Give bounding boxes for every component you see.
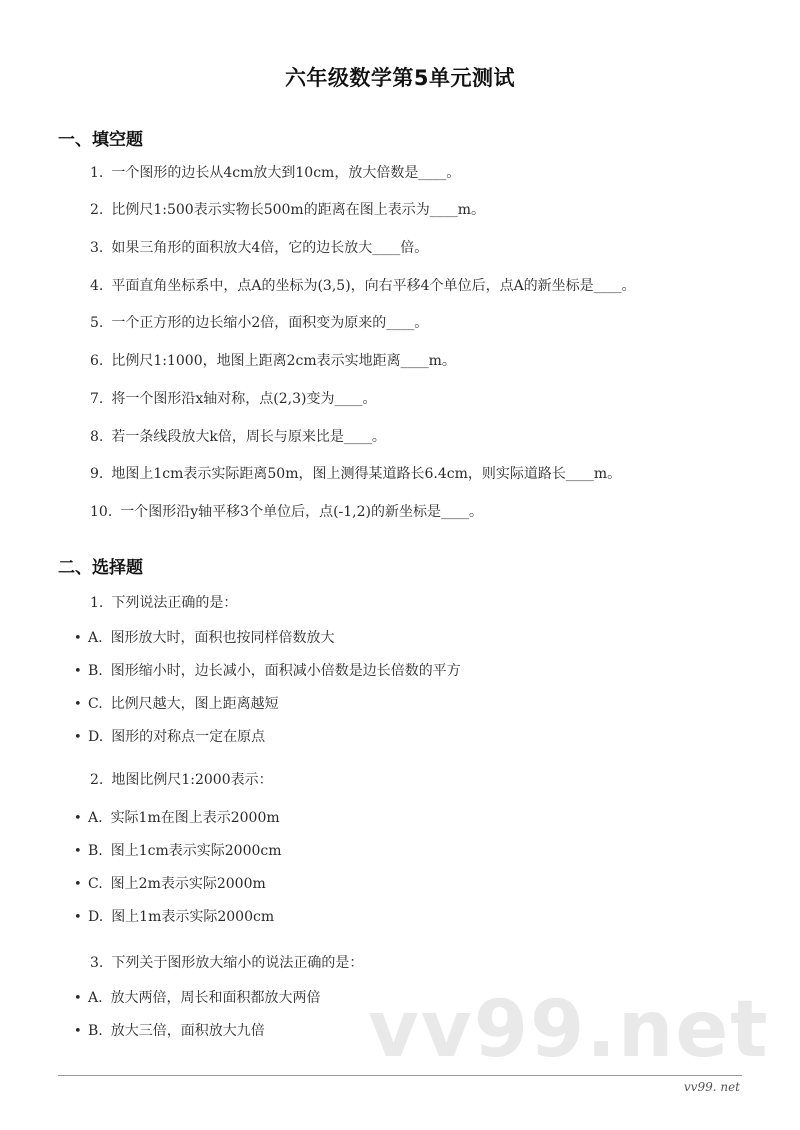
bullet-icon: • [74, 991, 82, 1006]
option-letter: A. [88, 810, 103, 826]
question-text: 如果三角形的面积放大4倍，它的边长放大____倍。 [111, 240, 429, 256]
option-item [74, 907, 274, 928]
question-number: 1. [90, 595, 104, 611]
bullet-icon: • [74, 1024, 82, 1039]
question-item [90, 163, 460, 183]
question-item [90, 593, 237, 613]
question-number: 3. [90, 240, 104, 256]
question-item [90, 351, 456, 371]
bullet-icon: • [74, 631, 82, 646]
option-letter: D. [88, 729, 104, 745]
footer-site-label: vv99. net [683, 1080, 740, 1094]
question-number: 6. [90, 353, 104, 369]
question-item [90, 313, 428, 333]
question-text: 若一条线段放大k倍，周长与原来比是____。 [111, 429, 386, 445]
question-text: 地图比例尺1:2000表示： [111, 772, 273, 788]
option-item [74, 988, 321, 1009]
question-number: 3. [90, 955, 104, 971]
question-item [90, 770, 273, 790]
question-number: 2. [90, 202, 104, 218]
option-letter: B. [88, 663, 103, 679]
option-text: 图上1cm表示实际2000cm [110, 843, 282, 859]
question-number: 10. [90, 504, 113, 520]
option-text: 图形的对称点一定在原点 [111, 729, 266, 745]
option-letter: B. [88, 843, 103, 859]
question-text: 一个正方形的边长缩小2倍，面积变为原来的____。 [111, 315, 429, 331]
bullet-icon: • [74, 697, 82, 712]
question-text: 下列关于图形放大缩小的说法正确的是： [111, 955, 364, 971]
option-item [74, 694, 279, 715]
option-item [74, 874, 266, 895]
bullet-icon: • [74, 664, 82, 679]
question-item [90, 502, 483, 522]
bullet-icon: • [74, 730, 82, 745]
option-text: 放大两倍，周长和面积都放大两倍 [110, 990, 321, 1006]
bullet-icon: • [74, 877, 82, 892]
question-number: 4. [90, 278, 104, 294]
page-title: 六年级数学第5单元测试 [284, 66, 516, 90]
option-text: 图形放大时，面积也按同样倍数放大 [110, 630, 335, 646]
option-item [74, 808, 280, 829]
question-number: 7. [90, 391, 104, 407]
question-item [90, 276, 636, 296]
option-letter: B. [88, 1023, 103, 1039]
watermark: vv99.net [368, 985, 770, 1075]
option-text: 图上1m表示实际2000cm [111, 909, 275, 925]
footer-divider [58, 1075, 742, 1076]
question-text: 下列说法正确的是： [111, 595, 238, 611]
question-number: 8. [90, 429, 104, 445]
question-text: 比例尺1:500表示实物长500m的距离在图上表示为____m。 [111, 202, 485, 218]
option-text: 放大三倍，面积放大九倍 [110, 1023, 265, 1039]
question-item [90, 200, 485, 220]
question-number: 5. [90, 315, 104, 331]
question-text: 地图上1cm表示实际距离50m，图上测得某道路长6.4cm，则实际道路长____m。 [111, 466, 622, 482]
question-number: 1. [90, 165, 104, 181]
option-text: 图形缩小时，边长减小，面积减小倍数是边长倍数的平方 [110, 663, 461, 679]
question-text: 一个图形沿y轴平移3个单位后，点(-1,2)的新坐标是____。 [120, 504, 483, 520]
option-item [74, 661, 461, 682]
option-item [74, 727, 265, 748]
question-number: 9. [90, 466, 104, 482]
question-item [90, 238, 428, 258]
option-text: 图上2m表示实际2000m [110, 876, 266, 892]
option-item [74, 841, 282, 862]
question-item [90, 427, 386, 447]
option-letter: A. [88, 630, 103, 646]
option-text: 实际1m在图上表示2000m [110, 810, 280, 826]
option-letter: C. [88, 876, 103, 892]
bullet-icon: • [74, 811, 82, 826]
question-text: 平面直角坐标系中，点A的坐标为(3,5)，向右平移4个单位后，点A的新坐标是____。 [111, 278, 636, 294]
question-number: 2. [90, 772, 104, 788]
question-item [90, 953, 363, 973]
option-letter: A. [88, 990, 103, 1006]
option-item [74, 628, 335, 649]
question-item [90, 389, 376, 409]
section-heading-multiple-choice: 二、选择题 [58, 558, 143, 578]
question-text: 一个图形的边长从4cm放大到10cm，放大倍数是____。 [111, 165, 461, 181]
question-text: 将一个图形沿x轴对称，点(2,3)变为____。 [111, 391, 377, 407]
option-letter: D. [88, 909, 104, 925]
section-heading-fill-blank: 一、填空题 [58, 130, 143, 150]
option-text: 比例尺越大，图上距离越短 [110, 696, 279, 712]
question-item [90, 464, 621, 484]
bullet-icon: • [74, 910, 82, 925]
option-item [74, 1021, 265, 1042]
question-text: 比例尺1:1000，地图上距离2cm表示实地距离____m。 [111, 353, 456, 369]
option-letter: C. [88, 696, 103, 712]
bullet-icon: • [74, 844, 82, 859]
